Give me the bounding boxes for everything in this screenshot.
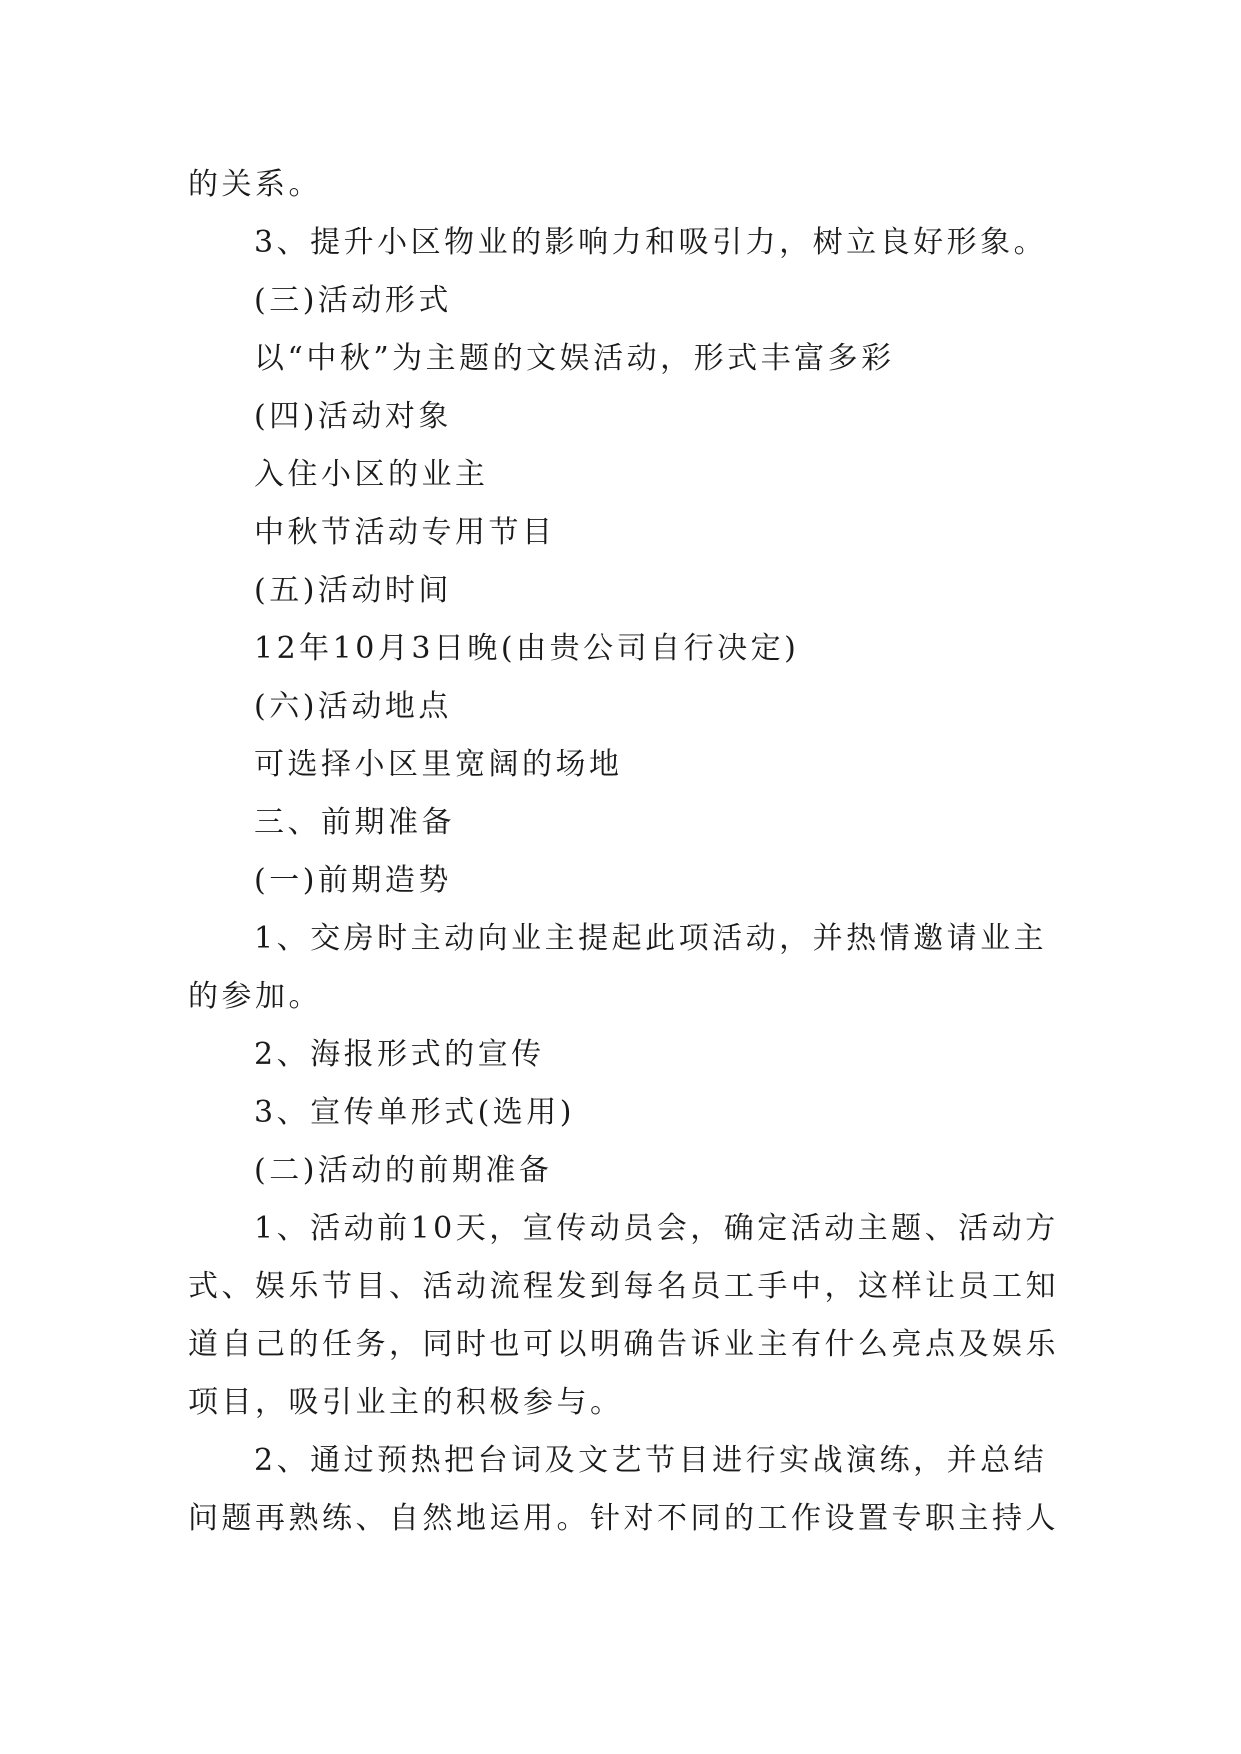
text-line: 中秋节活动专用节目 (254, 515, 556, 550)
text-line: 3、提升小区物业的影响力和吸引力，树立良好形象。 (254, 225, 1048, 260)
section-heading: (六)活动地点 (254, 689, 452, 724)
text-line: 1、交房时主动向业主提起此项活动，并热情邀请业主 (254, 921, 1048, 956)
text-line: 的参加。 (188, 979, 322, 1014)
text-line: 道自己的任务，同时也可以明确告诉业主有什么亮点及娱乐 (188, 1327, 1059, 1362)
text-line: 1、活动前10天，宣传动员会，确定活动主题、活动方 (254, 1211, 1059, 1246)
text-line: 问题再熟练、自然地运用。针对不同的工作设置专职主持人 (188, 1501, 1059, 1536)
section-heading: (五)活动时间 (254, 573, 452, 608)
section-heading: (二)活动的前期准备 (254, 1153, 553, 1188)
chapter-heading: 三、前期准备 (254, 805, 455, 840)
text-line: 2、通过预热把台词及文艺节目进行实战演练，并总结 (254, 1443, 1048, 1478)
text-line: 3、宣传单形式(选用) (254, 1095, 575, 1130)
section-heading: (一)前期造势 (254, 863, 452, 898)
section-heading: (四)活动对象 (254, 399, 452, 434)
text-line: 以“中秋”为主题的文娱活动，形式丰富多彩 (254, 341, 895, 376)
text-line: 入住小区的业主 (254, 457, 489, 492)
text-line: 式、娱乐节目、活动流程发到每名员工手中，这样让员工知 (188, 1269, 1059, 1304)
text-line: 项目，吸引业主的积极参与。 (188, 1385, 624, 1420)
section-heading: (三)活动形式 (254, 283, 452, 318)
text-line: 2、海报形式的宣传 (254, 1037, 545, 1072)
text-line: 可选择小区里宽阔的场地 (254, 747, 623, 782)
text-line: 12年10月3日晚(由贵公司自行决定) (254, 631, 800, 666)
text-line: 的关系。 (188, 167, 322, 202)
